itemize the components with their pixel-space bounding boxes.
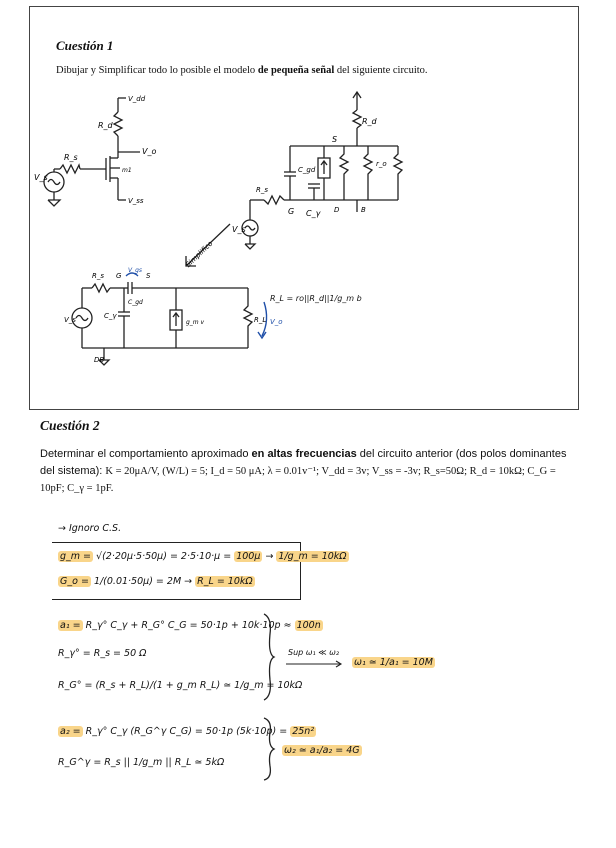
- c1-vo-label: V_o: [142, 147, 157, 156]
- q1-text-suffix: del siguiente circuito.: [334, 65, 428, 76]
- gm-calculation: √(2·20μ·5·50μ) = 2·5·10·μ =: [96, 551, 232, 562]
- a2-lhs: a₂ =: [60, 726, 81, 737]
- c2-ro-label: r_o: [376, 160, 387, 168]
- c2-rd-label: R_d: [362, 117, 377, 126]
- ignoro-cs: → Ignoro C.S.: [58, 523, 122, 534]
- q1-text-bold: de pequeña señal: [257, 65, 335, 76]
- c3-db-label: DB: [94, 356, 105, 364]
- c1-vs-label: V_s: [34, 173, 48, 182]
- c2-cgd-label: C_gd: [298, 166, 316, 174]
- ro-lhs: G_o =: [60, 576, 89, 587]
- c1-m1-label: m1: [122, 167, 132, 174]
- c3-gm-label: g_m v: [186, 319, 205, 326]
- a2-calculation: R_γ° C_γ (R_G^γ C_G) = 50·1p (5k·10p) =: [85, 726, 288, 737]
- c2-rs-label: R_s: [256, 186, 269, 194]
- brace-1: [262, 612, 276, 702]
- rg-line: R_G° = (R_s + R_L)/(1 + g_m R_L) ≃ 1/g_m = 10kΩ: [58, 680, 303, 691]
- simplified-circuit-diagram: [64, 262, 328, 374]
- a2-line: [58, 726, 316, 737]
- w2-value: ω₂ ≃ a₁/a₂ = 4G: [284, 745, 360, 756]
- rl-value: R_L = 10kΩ: [197, 576, 253, 587]
- gm-value: 100μ: [236, 551, 261, 562]
- c3-rl-label: R_L: [254, 316, 267, 324]
- q1-text-prefix: Dibujar y Simplificar todo lo posible el modelo: [56, 65, 258, 76]
- q2-parameters: K = 20μA/V, (W/L) = 5; I_d = 50 μA; λ = 0.01v⁻¹; V_dd = 3v; V_ss = -3v; R_s=50Ω; R_d = 10kΩ; C_G = 10pF; C_γ = 1pF.: [40, 466, 556, 494]
- c2-b-label: B: [361, 206, 366, 214]
- c3-vs-label: V_s: [64, 316, 76, 324]
- a1-lhs: a₁ =: [60, 620, 81, 631]
- w2-result: [282, 745, 362, 756]
- c2-cgy-label: C_γ: [306, 209, 321, 218]
- c1-rs-label: R_s: [64, 153, 78, 162]
- brace-2: [262, 716, 276, 782]
- sup-assumption: Sup ω₁ ≪ ω₂: [288, 648, 340, 657]
- c1-vdd-label: V_dd: [128, 95, 146, 103]
- q2-text-suffix: del circuito anterior (dos polos dominantes del sistema):: [40, 448, 567, 477]
- q2-text-bold: en altas frecuencias: [251, 448, 357, 460]
- gm-line: g_m = √(2·20μ·5·50μ) = 2·5·10·μ = 100μ → 1/g_m = 10kΩ: [60, 551, 347, 562]
- rgy-line: R_γ° = R_s = 50 Ω: [58, 648, 147, 659]
- w1-result: [352, 657, 435, 668]
- a2-value: 25n²: [292, 726, 315, 737]
- w1-value: ω₁ ≃ 1/a₁ = 10M: [354, 657, 433, 668]
- a1-line: [58, 620, 323, 631]
- original-circuit-diagram: [30, 90, 200, 220]
- c2-g-label: G: [288, 207, 295, 216]
- small-signal-circuit-diagram: [228, 88, 418, 260]
- c2-s-label: S: [332, 135, 338, 144]
- question-1-title: Cuestión 1: [56, 38, 114, 53]
- c3-cgy-label: C_γ: [104, 312, 117, 320]
- c2-vs-label: V_s: [232, 225, 246, 234]
- gm-lhs: g_m =: [60, 551, 92, 562]
- question-1-text: [56, 65, 428, 76]
- c1-vss-label: V_ss: [128, 197, 144, 205]
- q2-text-prefix: Determinar el comportamiento aproximado: [40, 448, 252, 460]
- c3-rl-equation: R_L = ro||R_d||1/g_m b: [270, 294, 362, 303]
- c3-g-label: G: [116, 272, 122, 280]
- a1-calculation: R_γ° C_γ + R_G° C_G = 50·1p + 10k·10p ≈: [85, 620, 292, 631]
- a1-value: 100n: [296, 620, 321, 631]
- sup-arrow: [286, 660, 344, 668]
- c3-s-label: S: [146, 272, 151, 280]
- c3-vgs-label: V_gs: [128, 267, 143, 274]
- rgg-line: R_G^γ = R_s || 1/g_m || R_L ≃ 5kΩ: [58, 757, 225, 768]
- question-2-text: [40, 446, 580, 497]
- c3-rs-label: R_s: [92, 272, 105, 280]
- c1-rd-label: R_d: [98, 121, 113, 130]
- gm-inverse: 1/g_m = 10kΩ: [278, 551, 347, 562]
- question-2-title: Cuestión 2: [40, 418, 100, 433]
- c3-vo-label: V_o: [270, 318, 283, 326]
- c2-d-label: D: [334, 206, 340, 214]
- c3-cgd-label: C_gd: [128, 299, 143, 306]
- simplifico-label: Simplifico: [184, 239, 215, 270]
- ro-line: G_o = 1/(0.01·50μ) = 2M → R_L = 10kΩ: [60, 576, 253, 587]
- ro-calculation: 1/(0.01·50μ) = 2M: [93, 576, 182, 587]
